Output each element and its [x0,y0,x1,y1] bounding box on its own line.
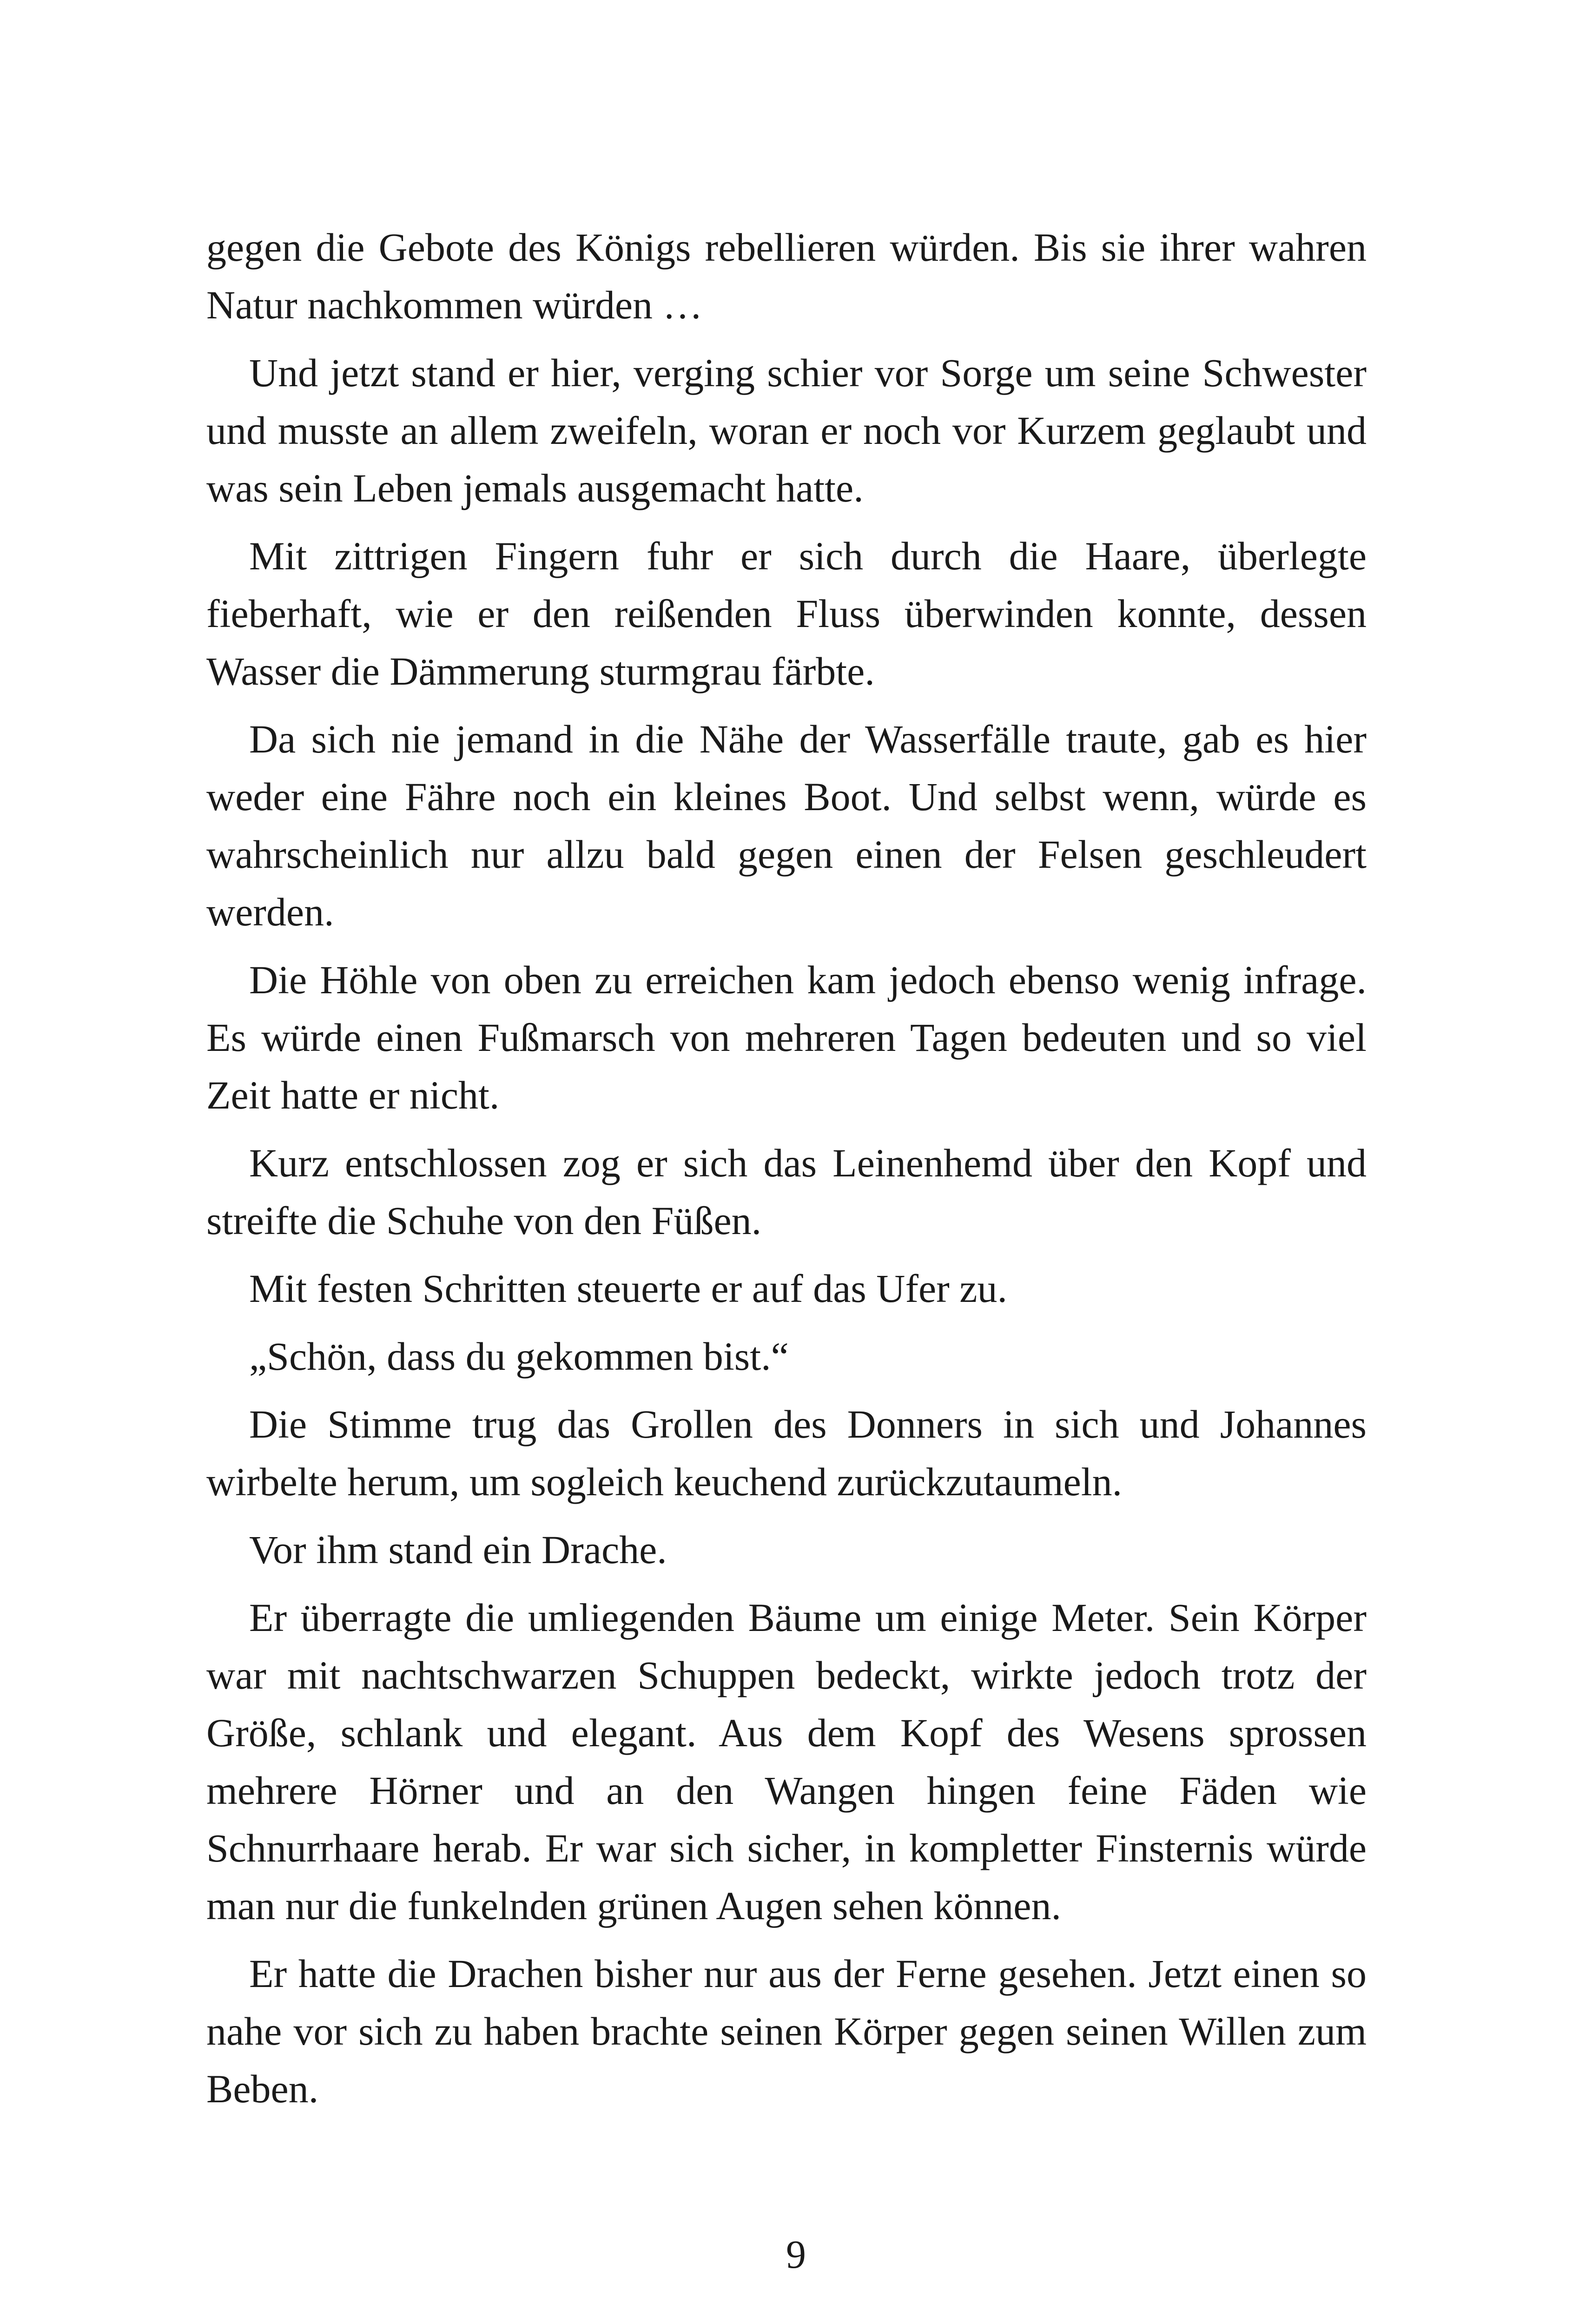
paragraph-1: gegen die Gebote des Königs rebellieren würden. Bis sie ihrer wahren Natur nachkommen würden … [206,225,1367,327]
body-text [206,218,1367,2128]
paragraph-7: Mit festen Schritten steuerte er auf das Ufer zu. [249,1266,1007,1311]
page-number: 9 [786,2232,806,2277]
paragraph-3: Mit zittrigen Fingern fuhr er sich durch die Haare, überlegte fieberhaft, wie er den reißenden Fluss überwinden konnte, dessen Wasser die Dämmerung sturmgrau färbte. [206,534,1367,693]
paragraph-6: Kurz entschlossen zog er sich das Leinenhemd über den Kopf und streifte die Schuhe von den Füßen. [206,1141,1367,1243]
paragraph-11: Er überragte die umliegenden Bäume um einige Meter. Sein Körper war mit nachtschwarzen Schuppen bedeckt, wirkte jedoch trotz der Größe, schlank und elegant. Aus dem Kopf des Wesens sprossen mehrere Hörner und an den Wangen hingen feine Fäden wie Schnurrhaare herab. Er war sich sicher, in kompletter Finsternis würde man nur die funkelnden grünen Augen sehen können. [206,1595,1367,1928]
paragraph-5: Die Höhle von oben zu erreichen kam jedoch ebenso wenig infrage. Es würde einen Fußmarsch von mehreren Tagen bedeuten und so viel Zeit hatte er nicht. [206,957,1367,1117]
paragraph-4: Da sich nie jemand in die Nähe der Wasserfälle traute, gab es hier weder eine Fähre noch ein kleines Boot. Und selbst wenn, würde es wahrscheinlich nur allzu bald gegen einen der Felsen geschleudert werden. [206,717,1367,934]
paragraph-10: Vor ihm stand ein Drache. [249,1527,667,1572]
paragraph-2: Und jetzt stand er hier, verging schier vor Sorge um seine Schwester und musste an allem zweifeln, woran er noch vor Kurzem geglaubt und was sein Leben jemals ausgemacht hatte. [206,350,1367,510]
paragraph-8: „Schön, dass du gekommen bist.“ [249,1334,789,1379]
paragraph-9: Die Stimme trug das Grollen des Donners in sich und Johannes wirbelte herum, um sogleich keuchend zurückzutaumeln. [206,1402,1367,1504]
paragraph-12: Er hatte die Drachen bisher nur aus der Ferne gesehen. Jetzt einen so nahe vor sich zu haben brachte seinen Körper gegen seinen Willen zum Beben. [206,1951,1367,2111]
